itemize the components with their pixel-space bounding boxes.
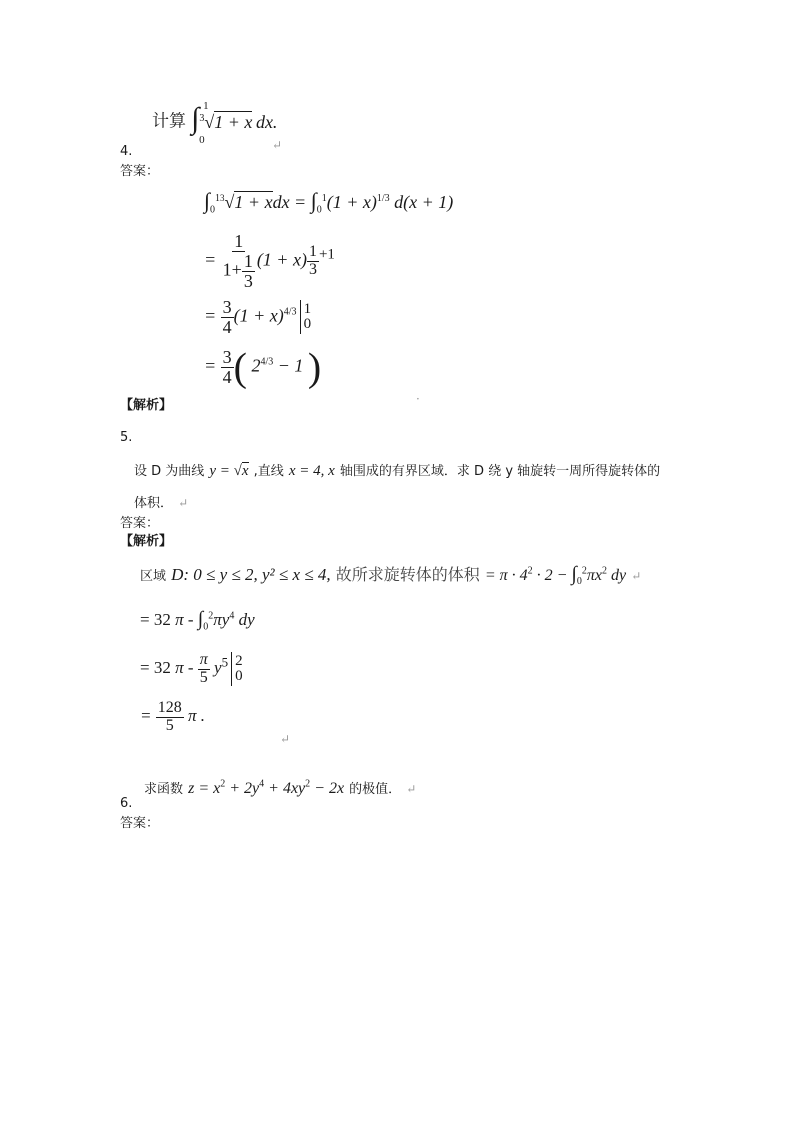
- q4-prompt: [152, 102, 277, 150]
- q5-step-3: = $\frac{128}{5}$ π .: [140, 699, 206, 734]
- q4-step-1: $\int_0^{13}√1$ + xdx = $\int_0^1(1 + x)^{1/3}$ d(x + 1): [204, 188, 454, 216]
- q5-step-2: = 32 π - $\frac{\pi}{5}$ $y^5$ 2 0: [140, 651, 243, 686]
- q5-number: 5.: [120, 430, 133, 445]
- return-mark-icon: ↵: [280, 732, 291, 746]
- q5-curve-math: y = √x: [209, 463, 249, 479]
- q6-number: 6.: [120, 796, 133, 811]
- q6-prompt-suffix: 的极值．: [349, 782, 402, 797]
- q5-region-math: D: 0 ≤ y ≤ 2, y² ≤ x ≤ 4,: [171, 565, 331, 584]
- q5-volume-text: 故所求旋转体的体积: [335, 567, 480, 584]
- q5-answer-label: 答案：: [120, 516, 160, 531]
- q5-prompt-line-1: [134, 460, 660, 480]
- dot-mark: ·: [416, 392, 420, 406]
- q4-prompt-prefix: 计算: [152, 111, 186, 132]
- q5-prompt-line-2: [134, 492, 188, 511]
- q5-step-1: = 32 π - $\int_0^2\pi y^4$ dy: [140, 608, 255, 633]
- return-mark-icon: ↵: [178, 496, 189, 510]
- q4-step-3: = $\frac{3}{4}$ $(1 + x)^{4/3}$ 1 0: [204, 297, 312, 337]
- q4-analysis-label: 【解析】: [120, 398, 173, 413]
- q5-prompt-text-d: 体积．: [134, 496, 174, 511]
- q4-number: 4.: [120, 144, 133, 159]
- q4-step-4: = $\frac{3}{4}$ ( $2^{4/3} - 1$ ): [204, 344, 322, 390]
- q6-prompt-math: $z = x^2 + 2y^4 + 4xy^2 - 2x$: [188, 778, 345, 797]
- q5-volume-math: = $\pi \cdot 4^2 \cdot 2 - \int_0^2\pi x^2$ dy: [484, 563, 627, 588]
- q5-region-label: 区域: [140, 569, 167, 584]
- q5-region-line: [140, 562, 641, 587]
- q4-prompt-math: ∫ 1 0 $^3$√1 + x dx.: [191, 100, 278, 146]
- q5-prompt-text-a: 设 D 为曲线: [134, 464, 205, 479]
- q5-analysis-label: 【解析】: [120, 534, 173, 549]
- q6-answer-label: 答案：: [120, 816, 160, 831]
- return-mark-icon: ↵: [406, 782, 417, 796]
- return-mark-icon: ↵: [631, 569, 642, 583]
- q5-prompt-text-b: ,直线: [253, 464, 284, 479]
- q4-answer-label: 答案：: [120, 164, 160, 179]
- q6-prompt: [144, 778, 416, 798]
- q5-line-math: x = 4, x: [288, 463, 335, 479]
- return-mark-icon: ↵: [272, 138, 283, 152]
- q4-step-2: = 1 1+ $\frac{1}{3}$ (1 + x) $\frac{1}{3}$ $^{+1}$: [204, 231, 335, 291]
- q5-prompt-text-c: 轴围成的有界区域．求 D 绕 y 轴旋转一周所得旋转体的: [339, 464, 661, 479]
- q6-prompt-prefix: 求函数: [144, 782, 184, 797]
